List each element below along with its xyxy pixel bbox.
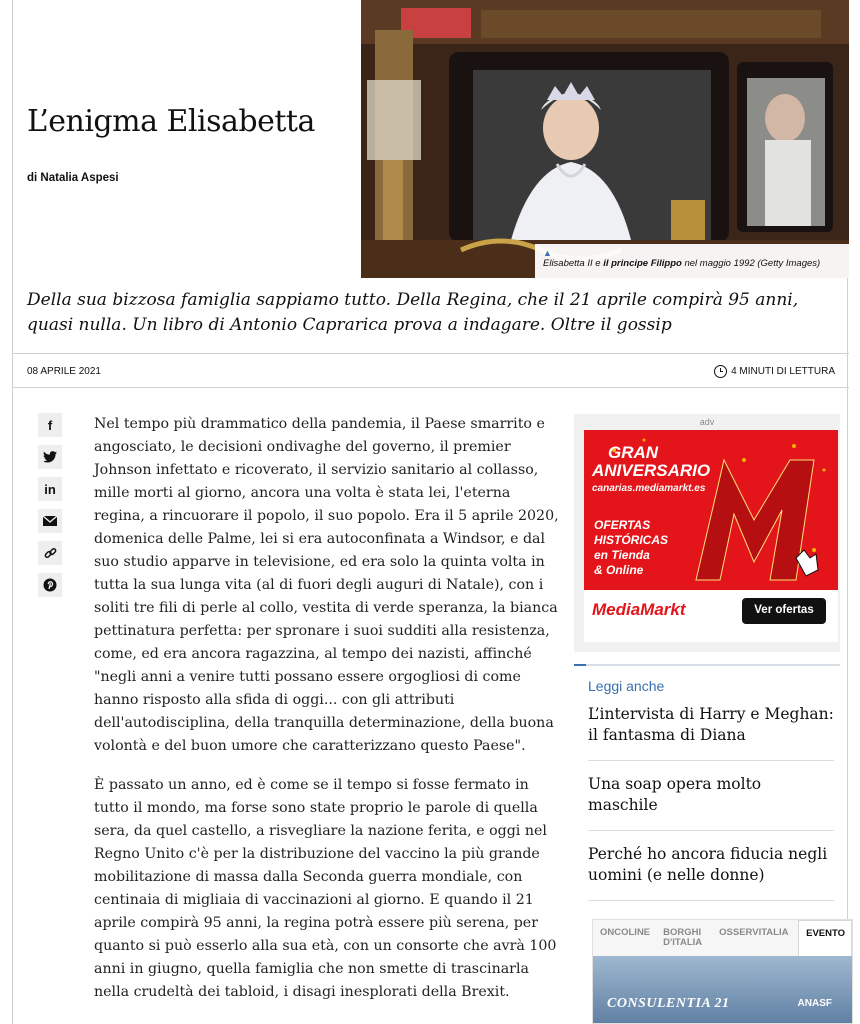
carriage-photo-illustration <box>361 0 849 278</box>
related-accent-bar <box>574 664 586 666</box>
article-byline[interactable]: di Natalia Aspesi <box>27 172 119 184</box>
share-bar <box>38 413 64 605</box>
tab-borghi-ditalia[interactable]: BORGHI D'ITALIA <box>663 927 703 948</box>
mediamarkt-logo: MediaMarkt <box>592 600 686 619</box>
linkedin-share-button[interactable] <box>38 477 62 501</box>
ad-offer-2: HISTÓRICAS <box>594 533 669 547</box>
article-paragraph: È passato un anno, ed è come se il tempo si fosse fermato in tutto il mondo, ma forse sono state proprio le parole di quella sera, da quel castello, a risvegliare la nazione ferita, e oggi nel Regno Unito c'è per la distribuzione del vaccino la più grande mobilitazione di massa dalla Seconda guerra mondiale, con centinaia di migliaia di vaccinazioni al giorno. E quando il 21 aprile compirà 95 anni, la regina potrà essere più serena, per quanto si può esserlo alla sua età, con un consorte che avrà 100 anni in giugno, quella famiglia che non smette di trascinarla nella crudeltà dei tabloid, i disagi inesplorati della Brexit. <box>94 777 557 1000</box>
reading-time-label: 4 MINUTI DI LETTURA <box>731 366 835 377</box>
publish-date: 08 APRILE 2021 <box>27 366 101 377</box>
related-heading: Leggi anche <box>588 678 665 694</box>
facebook-icon: f <box>47 417 53 433</box>
pinterest-icon <box>43 578 57 592</box>
page-frame <box>12 0 848 1024</box>
ad-cta-button[interactable]: Ver ofertas <box>754 604 814 616</box>
tab-oncoline[interactable]: ONCOLINE <box>600 927 651 938</box>
article-header <box>13 0 849 278</box>
related-link[interactable]: Una soap opera molto maschile <box>588 761 834 831</box>
article-body <box>94 413 564 1020</box>
email-icon <box>43 516 57 526</box>
caption-bold: il principe Filippo <box>603 258 682 269</box>
tab-evento[interactable]: EVENTO <box>798 920 852 956</box>
anasf-logo: ANASF <box>797 998 832 1009</box>
mediamarkt-banner[interactable] <box>584 430 838 642</box>
related-list <box>588 694 834 901</box>
facebook-share-button[interactable] <box>38 413 62 437</box>
twitter-share-button[interactable] <box>38 445 62 469</box>
clock-icon <box>714 365 727 378</box>
article-meta-bar <box>13 353 849 388</box>
ad-url: canarias.mediamarkt.es <box>592 483 706 494</box>
widget-banner[interactable] <box>593 956 853 1024</box>
ad-offer-4: & Online <box>594 563 644 577</box>
hero-photo[interactable] <box>361 0 849 278</box>
caption-arrow-icon: ▲ <box>543 248 552 258</box>
ad-label: adv <box>699 417 715 427</box>
pinterest-share-button[interactable] <box>38 573 62 597</box>
twitter-icon <box>43 451 57 463</box>
link-icon <box>44 547 57 560</box>
article-subtitle: Della sua bizzosa famiglia sappiamo tutto. Della Regina, che il 21 aprile compirà 95 anni, quasi nulla. Un libro di Antonio Caprarica prova a indagare. Oltre il gossip <box>27 290 799 335</box>
email-share-button[interactable] <box>38 509 62 533</box>
ad-offer-3: en Tienda <box>594 548 650 562</box>
copy-link-button[interactable] <box>38 541 62 565</box>
photo-caption <box>535 244 849 278</box>
advertisement[interactable] <box>574 414 840 652</box>
article-title: L’enigma Elisabetta <box>27 104 315 139</box>
ad-headline-1: GRAN <box>608 443 659 462</box>
related-articles <box>574 664 840 901</box>
widget-tabs <box>593 920 852 956</box>
ad-headline-2: ANIVERSARIO <box>592 461 711 480</box>
related-link[interactable]: L’intervista di Harry e Meghan: il fantasma di Diana <box>588 694 834 761</box>
caption-text-end: nel maggio 1992 (Getty Images) <box>681 258 821 269</box>
ad-offer-1: OFERTAS <box>594 518 651 532</box>
linkedin-icon: in <box>44 481 56 497</box>
caption-text: Elisabetta II e <box>543 258 604 269</box>
article-paragraph: Nel tempo più drammatico della pandemia, il Paese smarrito e angosciato, le decisioni ondivaghe del governo, il premier Johnson infettato e ricoverato, il servizio sanitario al collasso, mille morti al giorno, ancora una volta è stata lei, l'eterna regina, a rincuorare il popolo, il suo popolo. Era il 5 aprile 2020, domenica delle Palme, lei si era autoconfinata a Windsor, e dal suo studio apparve in televisione, ed era solo la quinta volta in tutta la sua lunga vita (al di fuori degli auguri di Natale), con i soliti tre fili di perle al collo, vestita di verde speranza, la bianca pettinatura perfetta: per spronare i suoi sudditi alla resistenza, come, ed era ancora ragazzina, al tempo dei nazisti, affinché "negli anni a venire tutti possano essere orgogliosi di come hanno risposto alla sfida di oggi... con gli attributi dell'autodisciplina, della tranquilla determinazione, della buona volontà e del buon umore che caratterizzano questo Paese". <box>94 416 559 754</box>
tab-osservitalia[interactable]: OSSERVITALIA <box>719 927 789 938</box>
partner-widget <box>592 919 853 1024</box>
consulentia-logo: CONSULENTIA 21 <box>607 996 730 1011</box>
related-link[interactable]: Perché ho ancora fiducia negli uomini (e nelle donne) <box>588 831 834 901</box>
reading-time <box>714 365 835 378</box>
